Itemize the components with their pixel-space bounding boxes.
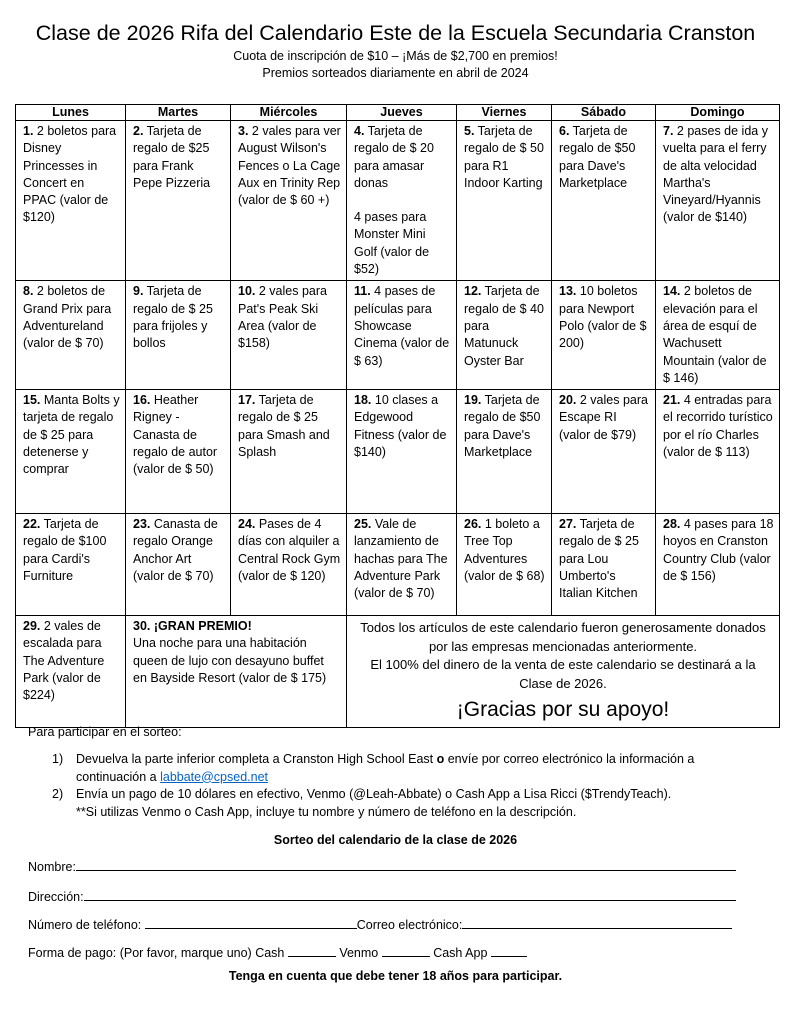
prize-text-secondary: 4 pases para Monster Mini Golf (valor de $52) xyxy=(354,210,430,277)
prize-text: Tarjeta de regalo de $ 25 para frijoles y bollos xyxy=(133,284,213,351)
prize-cell xyxy=(126,514,231,616)
instructions-intro: Para participar en el sorteo: xyxy=(28,725,182,739)
prize-cell xyxy=(347,390,457,514)
form-title: Sorteo del calendario de la clase de 2026 xyxy=(273,833,518,847)
day-number: 13. xyxy=(559,284,577,299)
step-text: Devuelva la parte inferior completa a Cranston High School East xyxy=(76,752,437,766)
grand-prize-cell xyxy=(126,616,347,727)
prize-text: Heather Rigney - Canasta de regalo de autor (valor de $ 50) xyxy=(133,393,218,477)
step-number: 1) xyxy=(52,752,64,766)
day-number: 26. xyxy=(464,517,482,532)
day-number: 18. xyxy=(354,393,372,408)
day-number: 14. xyxy=(663,284,681,299)
prize-cell xyxy=(16,390,126,514)
day-number: 24. xyxy=(238,517,256,532)
prize-text: Vale de lanzamiento de hachas para The Adventure Park (valor de $ 70) xyxy=(354,517,448,601)
day-number: 29. xyxy=(23,619,41,634)
prize-text: 2 vales para ver August Wilson's Fences o La Cage Aux en Trinity Rep (valor de $ 60 +) xyxy=(238,124,341,208)
phone-label: Número de teléfono: xyxy=(28,918,145,932)
prize-text: Tarjeta de regalo de $ 20 para amasar donas xyxy=(354,124,434,190)
prize-text: 2 vales para Pat's Peak Ski Area (valor de $158) xyxy=(238,284,327,351)
prize-cell xyxy=(126,390,231,514)
prize-text: Tarjeta de regalo de $100 para Cardi's Furniture xyxy=(23,517,107,584)
payment-row xyxy=(28,943,527,961)
day-number: 3. xyxy=(238,124,249,138)
prize-text: Manta Bolts y tarjeta de regalo de $ 25 para detenerse y comprar xyxy=(23,393,120,477)
day-number: 20. xyxy=(559,393,577,408)
page-title: Clase de 2026 Rifa del Calendario Este de la Escuela Secundaria Cranston xyxy=(35,21,756,45)
prize-cell xyxy=(231,121,347,281)
prize-text: Tarjeta de regalo de $ 50 para R1 Indoor Karting xyxy=(464,124,544,190)
prize-cell xyxy=(457,121,552,281)
cashapp-checkbox-line[interactable] xyxy=(491,943,527,957)
instruction-step-1 xyxy=(52,751,752,786)
grand-prize-text: Una noche para una habitación queen de lujo con desayuno buffet en Bayside Resort (valor de $ 175) xyxy=(133,636,327,686)
day-number: 22. xyxy=(23,517,41,532)
prize-cell xyxy=(656,514,780,616)
cashapp-label: Cash App xyxy=(429,946,491,960)
day-number: 6. xyxy=(559,124,570,138)
prize-text: Pases de 4 días con alquiler a Central Rock Gym (valor de $ 120) xyxy=(238,517,341,584)
step-note: **Si utilizas Venmo o Cash App, incluye tu nombre y número de teléfono en la descripción. xyxy=(76,804,577,819)
prize-text: 10 clases a Edgewood Fitness (valor de $140) xyxy=(354,393,447,460)
day-number: 16. xyxy=(133,393,151,408)
drawing-date-subtitle: Premios sorteados diariamente en abril de 2024 xyxy=(262,66,529,80)
prize-cell xyxy=(126,281,231,390)
email-label: Correo electrónico: xyxy=(356,918,463,932)
instructions-list xyxy=(52,751,752,821)
weekday-header-row xyxy=(16,105,780,121)
day-header-miercoles: Miércoles xyxy=(231,105,347,121)
prize-cell xyxy=(656,121,780,281)
step-number: 2) xyxy=(52,787,64,801)
prize-text: Tarjeta de regalo de $ 40 para Matunuck Oyster Bar xyxy=(464,284,544,368)
venmo-checkbox-line[interactable] xyxy=(382,943,430,957)
prize-cell xyxy=(656,281,780,390)
instruction-step-2 xyxy=(52,786,752,821)
prize-cell xyxy=(457,281,552,390)
prize-cell xyxy=(16,121,126,281)
donation-note: Todos los artículos de este calendario fueron generosamente donados por las empresas mencionadas anteriormente. xyxy=(360,620,766,654)
prize-text: Canasta de regalo Orange Anchor Art (valor de $ 70) xyxy=(133,517,218,584)
day-number: 7. xyxy=(663,124,674,138)
payment-label: Forma de pago: (Por favor, marque uno) Cash xyxy=(28,946,288,960)
email-link[interactable]: labbate@cpsed.net xyxy=(160,769,268,784)
prize-text: 4 pases para 18 hoyos en Cranston Country Club (valor de $ 156) xyxy=(663,517,774,584)
day-header-jueves: Jueves xyxy=(347,105,457,121)
week-row xyxy=(16,390,780,514)
prize-text: 4 entradas para el recorrido turístico por el río Charles (valor de $ 113) xyxy=(663,393,773,460)
prize-cell xyxy=(16,514,126,616)
prize-cell xyxy=(552,514,656,616)
address-field[interactable] xyxy=(84,887,736,901)
name-row xyxy=(28,857,736,875)
prize-cell xyxy=(552,121,656,281)
prize-cell xyxy=(347,514,457,616)
prize-text: Tarjeta de regalo de $ 25 para Lou Umberto's Italian Kitchen xyxy=(559,517,639,601)
day-header-domingo: Domingo xyxy=(656,105,780,121)
phone-email-row xyxy=(28,915,732,933)
prize-text: 2 pases de ida y vuelta para el ferry de alta velocidad Martha's Vineyard/Hyannis (valor de $140) xyxy=(663,124,768,225)
prize-text: 2 vales para Escape RI (valor de $79) xyxy=(559,393,648,442)
week-row xyxy=(16,616,780,727)
prize-cell xyxy=(16,616,126,727)
day-number: 17. xyxy=(238,393,256,408)
donation-note-cell xyxy=(347,616,780,727)
prize-calendar xyxy=(15,104,780,728)
day-number: 27. xyxy=(559,517,577,532)
prize-cell xyxy=(552,390,656,514)
prize-cell xyxy=(126,121,231,281)
address-row xyxy=(28,887,736,905)
day-number: 1. xyxy=(23,124,34,138)
grand-prize-title: 30. ¡GRAN PREMIO! xyxy=(133,619,252,634)
prize-cell xyxy=(347,121,457,281)
prize-cell xyxy=(347,281,457,390)
address-label: Dirección: xyxy=(28,890,84,904)
email-field[interactable] xyxy=(462,915,732,929)
day-number: 25. xyxy=(354,517,372,532)
name-field[interactable] xyxy=(76,857,736,871)
prize-text: Tarjeta de regalo de $50 para Dave's Marketplace xyxy=(464,393,541,460)
step-text: envíe por correo electrónico la información a continuación a xyxy=(76,752,695,784)
prize-cell xyxy=(231,390,347,514)
thanks-message: ¡Gracias por su apoyo! xyxy=(456,697,670,721)
day-number: 12. xyxy=(464,284,482,299)
name-label: Nombre: xyxy=(28,860,76,874)
week-row xyxy=(16,281,780,390)
week-row xyxy=(16,514,780,616)
prize-text: 1 boleto a Tree Top Adventures (valor de $ 68) xyxy=(464,517,545,584)
prize-cell xyxy=(656,390,780,514)
prize-cell xyxy=(231,281,347,390)
day-number: 10. xyxy=(238,284,256,299)
day-number: 28. xyxy=(663,517,681,532)
day-header-lunes: Lunes xyxy=(16,105,126,121)
prize-text: 2 boletos de Grand Prix para Adventureland (valor de $ 70) xyxy=(23,284,112,351)
prize-text: Tarjeta de regalo de $50 para Dave's Marketplace xyxy=(559,124,636,190)
prize-cell xyxy=(552,281,656,390)
phone-field[interactable] xyxy=(145,915,357,929)
prize-text: Tarjeta de regalo de $25 para Frank Pepe Pizzeria xyxy=(133,124,211,190)
step-emphasis: o xyxy=(436,752,445,766)
prize-text: Tarjeta de regalo de $ 25 para Smash and Splash xyxy=(238,393,330,460)
day-number: 9. xyxy=(133,284,144,299)
day-number: 21. xyxy=(663,393,681,408)
day-number: 23. xyxy=(133,517,151,532)
day-number: 19. xyxy=(464,393,482,408)
prize-text: 10 boletos para Newport Polo (valor de $ 200) xyxy=(559,284,647,351)
day-number: 15. xyxy=(23,393,41,408)
venmo-label: Venmo xyxy=(335,946,382,960)
prize-cell xyxy=(457,390,552,514)
proceeds-note: El 100% del dinero de la venta de este calendario se destinará a la Clase de 2026. xyxy=(370,657,756,691)
cash-checkbox-line[interactable] xyxy=(288,943,336,957)
day-number: 2. xyxy=(133,124,144,138)
day-number: 11. xyxy=(354,284,371,299)
day-number: 5. xyxy=(464,124,475,138)
day-header-sabado: Sábado xyxy=(552,105,656,121)
prize-text: 4 pases de películas para Showcase Cinema (valor de $ 63) xyxy=(354,284,450,368)
day-header-viernes: Viernes xyxy=(457,105,552,121)
prize-text: 2 boletos de elevación para el área de esquí de Wachusett Mountain (valor de $ 146) xyxy=(663,284,767,385)
prize-cell xyxy=(16,281,126,390)
step-text: Envía un pago de 10 dólares en efectivo, Venmo (@Leah-Abbate) o Cash App a Lisa Ricci ($TrendyTeach). xyxy=(76,787,672,801)
entry-fee-subtitle: Cuota de inscripción de $10 – ¡Más de $2,700 en premios! xyxy=(233,49,558,63)
day-number: 8. xyxy=(23,284,34,299)
prize-cell xyxy=(457,514,552,616)
week-row xyxy=(16,121,780,281)
age-requirement-note: Tenga en cuenta que debe tener 18 años para participar. xyxy=(228,969,563,983)
prize-text: 2 vales de escalada para The Adventure Park (valor de $224) xyxy=(23,619,105,703)
prize-cell xyxy=(231,514,347,616)
prize-text: 2 boletos para Disney Princesses in Concert en PPAC (valor de $120) xyxy=(23,124,117,225)
day-header-martes: Martes xyxy=(126,105,231,121)
day-number: 4. xyxy=(354,124,365,138)
